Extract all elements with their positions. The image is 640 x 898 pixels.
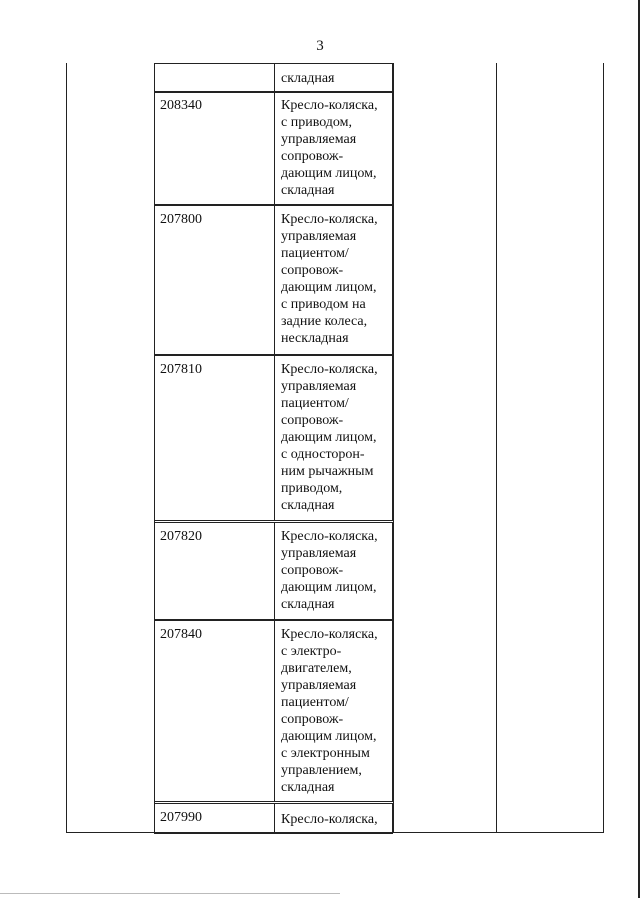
name-line: управляемая <box>281 678 357 693</box>
name-line: Кресло-коляска, <box>281 212 378 227</box>
name-line: задние колеса, <box>281 314 368 329</box>
name-line: двигателем, <box>281 661 352 676</box>
name-line: с приводом на <box>281 297 366 312</box>
name-line: приводом, <box>281 481 343 496</box>
table-row-code: 207810 <box>160 362 202 377</box>
table-row-name <box>281 211 391 347</box>
name-line: складная <box>281 71 335 86</box>
table-row-code: 207820 <box>160 529 202 544</box>
name-line: пациентом/ <box>281 695 349 710</box>
name-line: управлением, <box>281 763 362 778</box>
page-number: 3 <box>316 38 324 54</box>
name-line: складная <box>281 780 335 795</box>
code-cell-border <box>154 620 275 802</box>
name-line: сопровож- <box>281 712 344 727</box>
table-row-code: 207800 <box>160 212 202 227</box>
name-line: складная <box>281 183 335 198</box>
name-line: складная <box>281 498 335 513</box>
name-line: складная <box>281 597 335 612</box>
name-line: управляемая <box>281 379 357 394</box>
name-line: дающим лицом, <box>281 430 377 445</box>
name-line: сопровож- <box>281 563 344 578</box>
name-line: Кресло-коляска, <box>281 529 378 544</box>
name-line: управляемая <box>281 229 357 244</box>
name-line: Кресло-коляска, <box>281 627 378 642</box>
table-row-name <box>281 361 391 514</box>
table-row-name <box>281 626 391 796</box>
name-line: сопровож- <box>281 149 344 164</box>
name-line: дающим лицом, <box>281 580 377 595</box>
name-line: дающим лицом, <box>281 280 377 295</box>
table-row-name <box>281 70 391 87</box>
name-line: управляемая <box>281 546 357 561</box>
name-line: дающим лицом, <box>281 729 377 744</box>
name-line: пациентом/ <box>281 246 349 261</box>
name-line: пациентом/ <box>281 396 349 411</box>
table-row-name <box>281 811 391 828</box>
name-line: сопровож- <box>281 263 344 278</box>
column-divider-3 <box>393 63 394 833</box>
code-cell-border <box>154 63 275 93</box>
table-row-name <box>281 97 391 199</box>
table-row-name <box>281 528 391 613</box>
name-line: с электронным <box>281 746 370 761</box>
name-line: дающим лицом, <box>281 166 377 181</box>
column-divider-4 <box>496 63 497 833</box>
code-cell-border <box>154 355 275 521</box>
name-line: с односторон- <box>281 447 365 462</box>
table-row-code: 207990 <box>160 810 202 825</box>
name-line: управляемая <box>281 132 357 147</box>
name-line: Кресло-коляска, <box>281 362 378 377</box>
name-line: ним рычажным <box>281 464 374 479</box>
name-line: с электро- <box>281 644 342 659</box>
name-line: Кресло-коляска, <box>281 812 378 827</box>
table-row-code: 208340 <box>160 98 202 113</box>
name-line: сопровож- <box>281 413 344 428</box>
scan-artifact-line <box>0 893 340 894</box>
name-line: с приводом, <box>281 115 353 130</box>
name-line: нескладная <box>281 331 349 346</box>
name-line: Кресло-коляска, <box>281 98 378 113</box>
table-row-code: 207840 <box>160 627 202 642</box>
